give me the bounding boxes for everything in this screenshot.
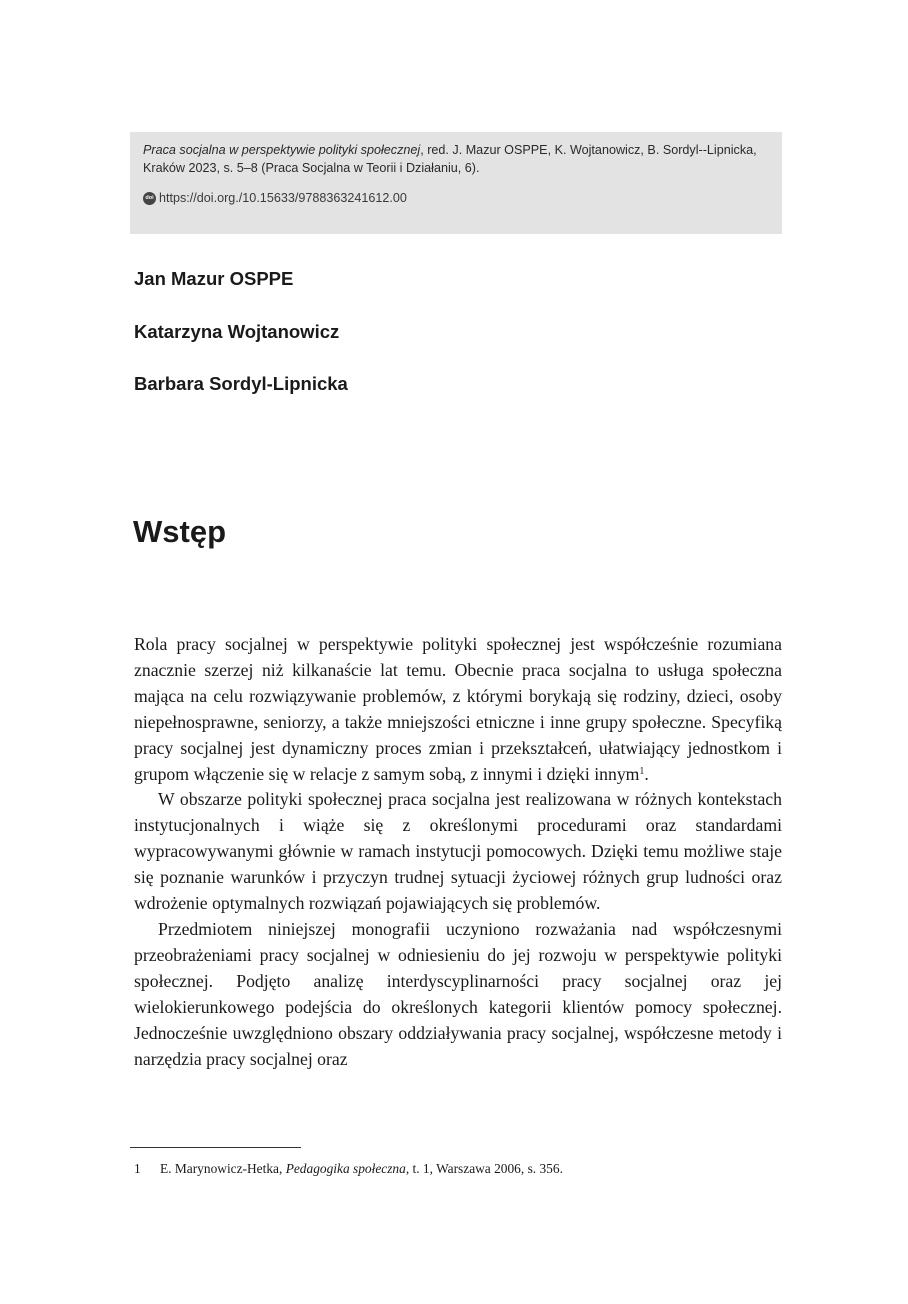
footnote-details: , t. 1, Warszawa 2006, s. 356. [405,1161,563,1176]
paragraph: W obszarze polityki społecznej praca socjalna jest realizowana w różnych kontekstach instytucjonalnych i wiąże się z określonymi procedurami oraz standardami wypracowywanymi głównie w ramach instytucji pomocowych. Dzięki temu możliwe staje się poznanie warunków i przyczyn trudnej sytuacji życiowej różnych grup ludności oraz wdrożenie optymalnych rozwiązań pojawiających się problemów. [134,789,782,914]
footnote-number: 1 [134,1161,141,1176]
paragraph [134,632,782,787]
doi-link[interactable]: https://doi.org./10.15633/9788363241612.00 [159,191,407,205]
doi-line [143,189,769,207]
citation-title: Praca socjalna w perspektywie polityki społecznej [143,143,421,157]
citation-text [143,141,769,177]
doi-icon: doi [143,192,156,205]
author-name: Katarzyna Wojtanowicz [134,321,340,342]
footnote-divider [130,1147,301,1148]
paragraph-end: . [644,763,649,784]
citation-details: , red. J. Mazur OSPPE, K. Wojtanowicz, B. Sordyl--Lipnicka, Kraków 2023, s. 5–8 (Praca Socjalna w Teorii i Działaniu, 6). [143,143,757,175]
footnote-reference[interactable]: 1 [639,765,645,777]
footnote-text [160,1160,563,1178]
body-text [134,632,782,1072]
footnote-title: Pedagogika społeczna [285,1161,406,1176]
citation-box [130,132,782,234]
chapter-heading: Wstęp [133,514,226,549]
paragraph: Przedmiotem niniejszej monografii uczyniono rozważania nad współczesnymi przeobrażeniami pracy socjalnej w odniesieniu do jej rozwoju w perspektywie polityki społecznej. Podjęto analizę interdyscyplinarności pracy socjalnej oraz jej wielokierunkowego podejścia do określonych kategorii klientów pomocy społecznej. Jednocześnie uwzględniono obszary oddziaływania pracy socjalnej, współczesne metody i narzędzia pracy socjalnej oraz [134,918,782,1069]
paragraph-text: Rola pracy socjalnej w perspektywie polityki społecznej jest współcześnie rozumiana znacznie szerzej niż kilkanaście lat temu. Obecnie praca socjalna to usługa społeczna mająca na celu rozwiązywanie problemów, z którymi borykają się rodziny, dzieci, osoby niepełnosprawne, seniorzy, a także mniejszości etniczne i inne grupy społeczne. Specyfiką pracy socjalnej jest dynamiczny proces zmian i przekształceń, ułatwiający jednostkom i grupom włączenie się w relacje z samym sobą, z innymi i dzięki innym [134,634,782,784]
footnote-author: E. Marynowicz-Hetka, [160,1161,286,1176]
footnote [134,1160,563,1178]
author-name: Jan Mazur OSPPE [134,268,294,289]
author-name: Barbara Sordyl-Lipnicka [134,373,348,394]
